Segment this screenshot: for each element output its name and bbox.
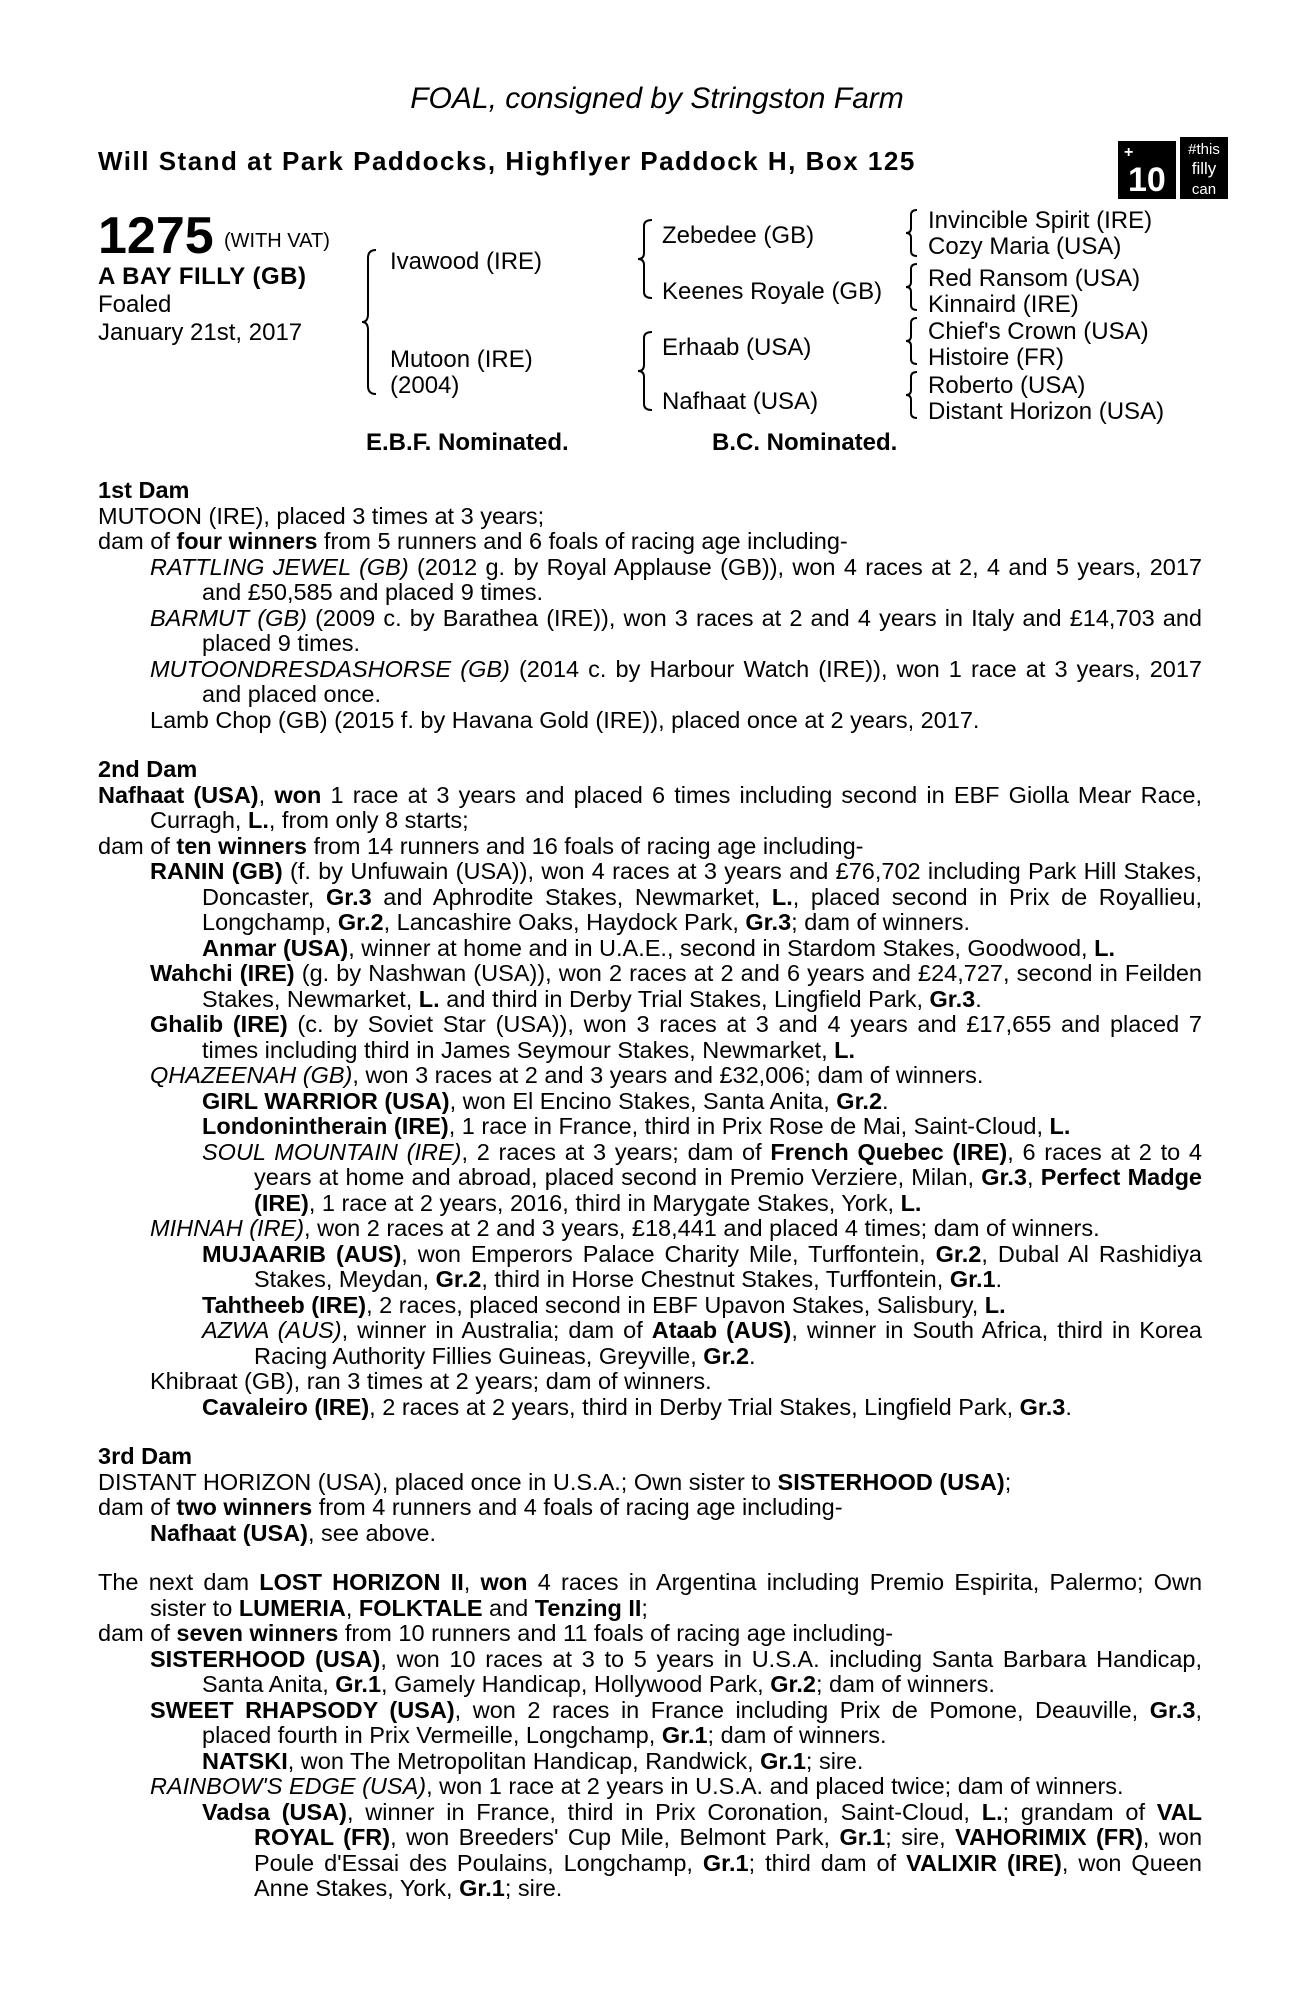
- lot-vat: (WITH VAT): [224, 230, 330, 252]
- pedigree-dam: Mutoon (IRE): [390, 346, 533, 373]
- second-dam-produce: dam of ten winners from 14 runners and 16 foals of racing age including-: [98, 832, 864, 859]
- pedigree-ssd: Cozy Maria (USA): [928, 233, 1122, 260]
- produce-natski: NATSKI, won The Metropolitan Handicap, Randwick, Gr.1; sire.: [202, 1747, 864, 1774]
- produce-girl-warrior: GIRL WARRIOR (USA), won El Encino Stakes, Santa Anita, Gr.2.: [202, 1087, 889, 1114]
- produce-sweet-rhapsody: SWEET RHAPSODY (USA), won 2 races in France including Prix de Pomone, Deauville, Gr.3, placed fourth in Prix Vermeille, Longchamp, Gr.1; dam of winners.: [150, 1696, 1202, 1748]
- fourth-dam-line: The next dam LOST HORIZON II, won 4 races in Argentina including Premio Espirita, Palermo; Own sister to LUMERIA, FOLKTALE and Tenzing II;: [98, 1569, 1203, 1621]
- pedigree-ddd: Distant Horizon (USA): [928, 398, 1165, 425]
- pedigree-dds: Roberto (USA): [928, 372, 1086, 399]
- produce-vadsa: Vadsa (USA), winner in France, third in Prix Coronation, Saint-Cloud, L.; grandam of VAL ROYAL (FR), won Breeders' Cup Mile, Belmont Park, Gr.1; sire, VAHORIMIX (FR), won Poule d'Essai des Poulains, Longchamp, Gr.1; third dam of VALIXIR (IRE), won Queen Anne Stakes, York, Gr.1; sire.: [202, 1798, 1203, 1901]
- first-dam-line: MUTOON (IRE), placed 3 times at 3 years;: [98, 502, 545, 529]
- ebf-nominated: E.B.F. Nominated.: [366, 429, 569, 456]
- pedigree-dam-sire: Erhaab (USA): [662, 334, 812, 361]
- produce-azwa: AZWA (AUS), winner in Australia; dam of Ataab (AUS), winner in South Africa, third in Korea Racing Authority Fillies Guineas, Greyville, Gr.2.: [202, 1317, 1203, 1369]
- bc-nominated: B.C. Nominated.: [712, 429, 898, 456]
- third-dam-line: DISTANT HORIZON (USA), placed once in U.S.A.; Own sister to SISTERHOOD (USA);: [98, 1468, 1012, 1495]
- produce-soul-mountain: SOUL MOUNTAIN (IRE), 2 races at 3 years; dam of French Quebec (IRE), 6 races at 2 to 4 years at home and abroad, placed second in Premio Verziere, Milan, Gr.3, Perfect Madge (IRE), 1 race at 2 years, 2016, third in Marygate Stakes, York, L.: [202, 1138, 1202, 1216]
- svg-text:filly: filly: [1191, 159, 1217, 178]
- sire-dam-brace: [360, 248, 380, 396]
- pedigree-dsd: Histoire (FR): [928, 344, 1064, 371]
- pedigree-dss: Chief's Crown (USA): [928, 318, 1149, 345]
- catalogue-body: [98, 478, 1202, 1902]
- svg-text:can: can: [1191, 181, 1217, 198]
- lot-number: 1275: [98, 207, 214, 265]
- pedigree-sire-dam: Keenes Royale (GB): [662, 278, 883, 305]
- produce-khibraat: Khibraat (GB), ran 3 times at 2 years; dam of winners.: [150, 1368, 712, 1394]
- produce-nafhaat: Nafhaat (USA), see above.: [150, 1519, 437, 1546]
- produce-rattling-jewel: RATTLING JEWEL (GB) (2012 g. by Royal Applause (GB)), won 4 races at 2, 4 and 5 years, 2017 and £50,585 and placed 9 times.: [150, 553, 1202, 605]
- produce-anmar: Anmar (USA), winner at home and in U.A.E., second in Stardom Stakes, Goodwood, L.: [202, 934, 1115, 961]
- this-filly-can-logo: [1118, 137, 1230, 204]
- pedigree-sss: Invincible Spirit (IRE): [928, 207, 1153, 234]
- brace-3d: [904, 370, 920, 420]
- stand-location: Will Stand at Park Paddocks, Highflyer Paddock H, Box 125: [98, 146, 916, 176]
- fourth-dam-produce: dam of seven winners from 10 runners and 11 foals of racing age including-: [98, 1620, 894, 1646]
- produce-mutoondresdashorse: MUTOONDRESDASHORSE (GB) (2014 c. by Harbour Watch (IRE)), won 1 race at 3 years, 2017 and placed once.: [150, 655, 1202, 707]
- dam-line-brace: [636, 330, 656, 412]
- first-dam-produce: dam of four winners from 5 runners and 6 foals of racing age including-: [98, 528, 848, 554]
- produce-mujaarib: MUJAARIB (AUS), won Emperors Palace Charity Mile, Turffontein, Gr.2, Dubal Al Rashidiya Stakes, Meydan, Gr.2, third in Horse Chestnut Stakes, Turffontein, Gr.1.: [202, 1240, 1203, 1292]
- lot-description: A BAY FILLY (GB): [98, 263, 307, 290]
- svg-text:#this: #this: [1188, 141, 1220, 158]
- third-dam-produce: dam of two winners from 4 runners and 4 foals of racing age including-: [98, 1494, 843, 1520]
- brace-3b: [904, 262, 920, 312]
- pedigree-sire-sire: Zebedee (GB): [662, 222, 815, 249]
- second-dam-heading: 2nd Dam: [98, 756, 198, 782]
- pedigree-sire: Ivawood (IRE): [390, 248, 543, 275]
- produce-tahtheeb: Tahtheeb (IRE), 2 races, placed second in EBF Upavon Stakes, Salisbury, L.: [202, 1291, 1006, 1318]
- produce-londonintherain: Londonintherain (IRE), 1 race in France, third in Prix Rose de Mai, Saint-Cloud, L.: [202, 1113, 1071, 1139]
- foaling-date: January 21st, 2017: [98, 319, 303, 346]
- produce-cavaleiro: Cavaleiro (IRE), 2 races at 2 years, third in Derby Trial Stakes, Lingfield Park, Gr.3.: [202, 1393, 1072, 1420]
- produce-ghalib: Ghalib (IRE) (c. by Soviet Star (USA)), won 3 races at 3 and 4 years and £17,655 and placed 7 times including third in James Seymour Stakes, Newmarket, L.: [150, 1011, 1202, 1063]
- page-title: FOAL, consigned by Stringston Farm: [410, 82, 904, 115]
- svg-text:10: 10: [1128, 161, 1166, 199]
- produce-sisterhood: SISTERHOOD (USA), won 10 races at 3 to 5 years in U.S.A. including Santa Barbara Handicap, Santa Anita, Gr.1, Gamely Handicap, Hollywood Park, Gr.2; dam of winners.: [150, 1645, 1202, 1697]
- pedigree-dam-dam: Nafhaat (USA): [662, 388, 819, 415]
- first-dam-heading: 1st Dam: [98, 477, 190, 503]
- pedigree-sdd: Kinnaird (IRE): [928, 291, 1079, 318]
- sire-line-brace: [636, 218, 656, 300]
- produce-barmut: BARMUT (GB) (2009 c. by Barathea (IRE)), won 3 races at 2 and 4 years in Italy and £14,703 and placed 9 times.: [150, 604, 1202, 656]
- brace-3c: [904, 316, 920, 366]
- produce-qhazeenah: QHAZEENAH (GB), won 3 races at 2 and 3 years and £32,006; dam of winners.: [150, 1062, 984, 1088]
- produce-rainbows-edge: RAINBOW'S EDGE (USA), won 1 race at 2 years in U.S.A. and placed twice; dam of winners.: [150, 1773, 1124, 1799]
- produce-lamb-chop: Lamb Chop (GB) (2015 f. by Havana Gold (IRE)), placed once at 2 years, 2017.: [150, 706, 980, 733]
- foaled-label: Foaled: [98, 291, 172, 318]
- pedigree-dam-year: (2004): [390, 372, 460, 399]
- third-dam-heading: 3rd Dam: [98, 1443, 193, 1469]
- produce-wahchi: Wahchi (IRE) (g. by Nashwan (USA)), won 2 races at 2 and 6 years and £24,727, second in Feilden Stakes, Newmarket, L. and third in Derby Trial Stakes, Lingfield Park, Gr.3.: [150, 960, 1203, 1012]
- second-dam-line: Nafhaat (USA), won 1 race at 3 years and placed 6 times including second in EBF Giolla Mear Race, Curragh, L., from only 8 starts;: [98, 781, 1203, 833]
- produce-mihnah: MIHNAH (IRE), won 2 races at 2 and 3 years, £18,441 and placed 4 times; dam of winners.: [150, 1215, 1100, 1241]
- svg-text:+: +: [1124, 144, 1134, 161]
- pedigree-sds: Red Ransom (USA): [928, 265, 1141, 292]
- produce-ranin: RANIN (GB) (f. by Unfuwain (USA)), won 4 races at 3 years and £76,702 including Park Hill Stakes, Doncaster, Gr.3 and Aphrodite Stakes, Newmarket, L., placed second in Prix de Royallieu, Longchamp, Gr.2, Lancashire Oaks, Haydock Park, Gr.3; dam of winners.: [150, 858, 1203, 935]
- brace-3a: [904, 208, 920, 258]
